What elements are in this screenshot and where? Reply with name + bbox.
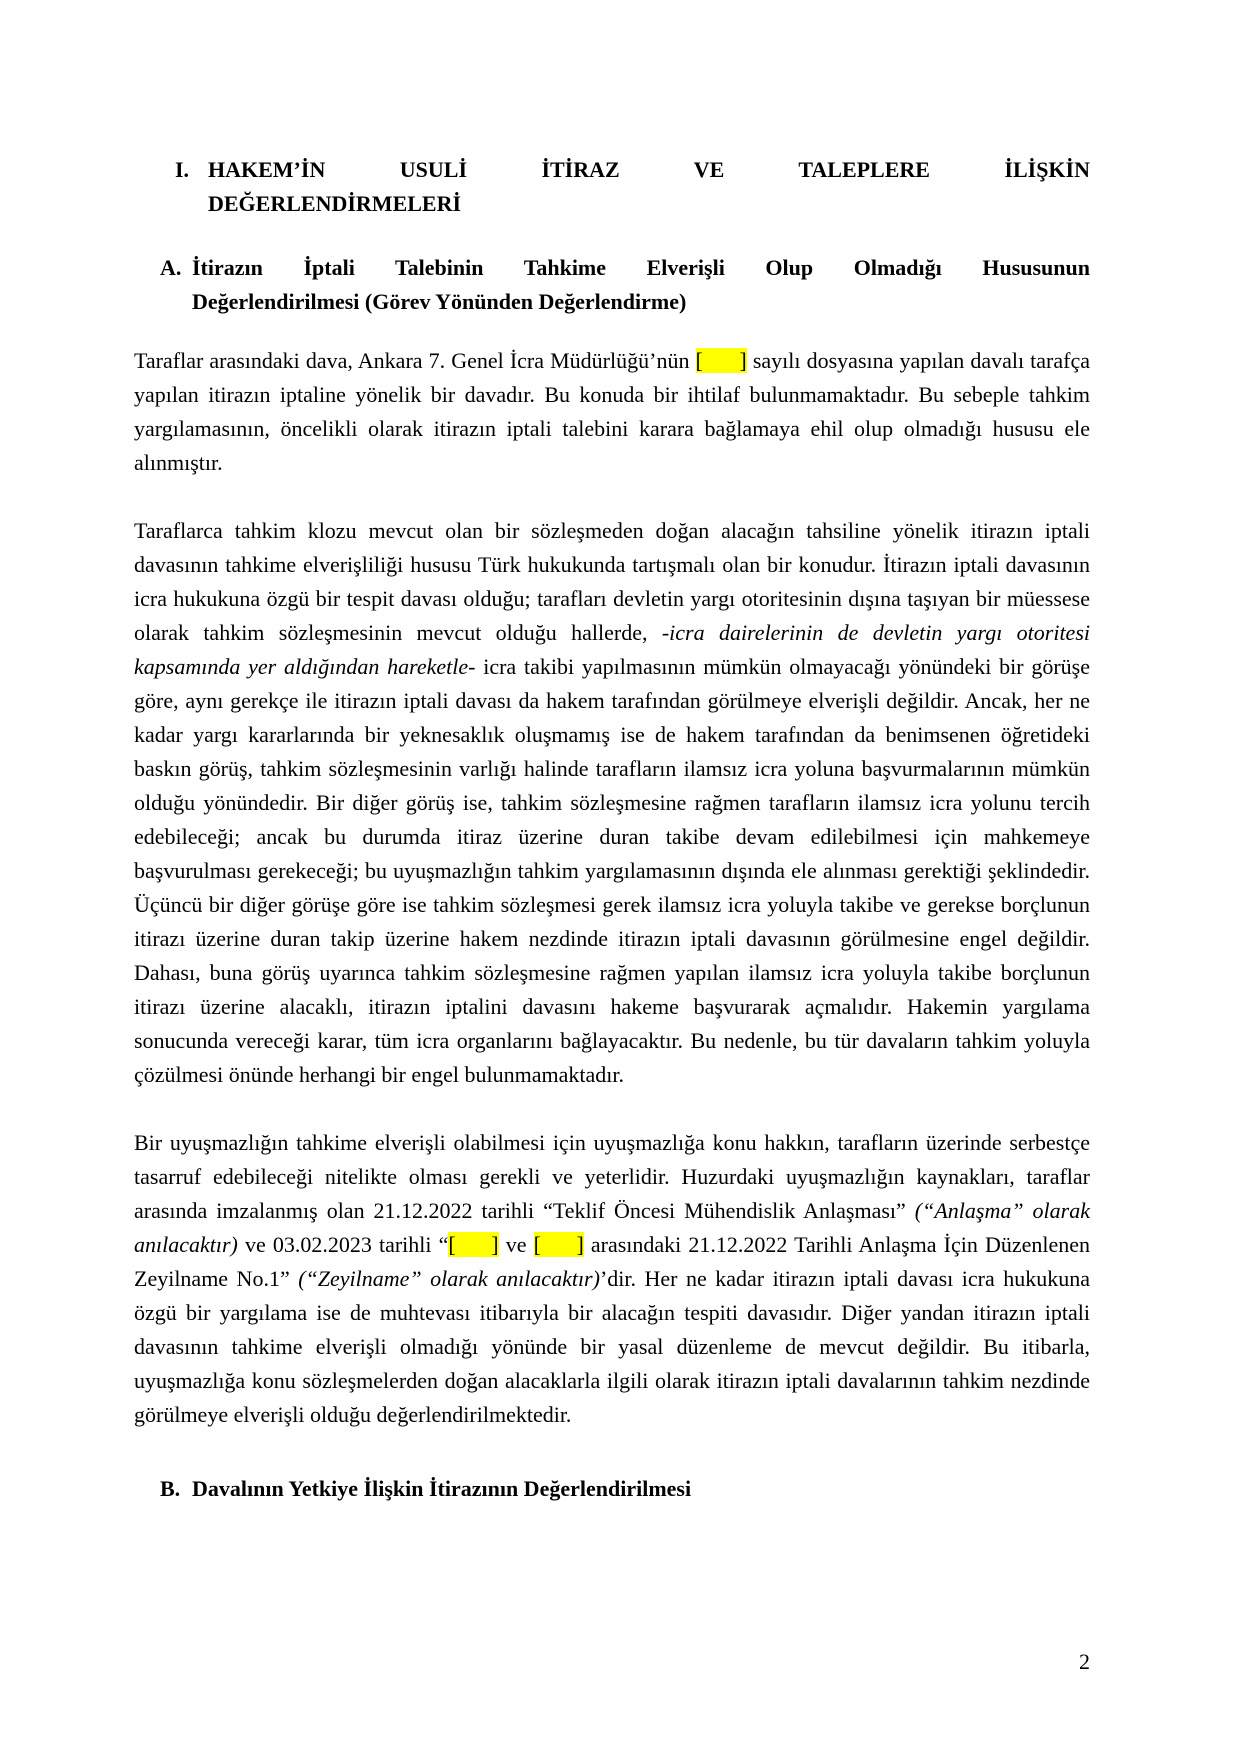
text-run: -icra dairelerinin de devletin yargı otoritesi kapsamında yer aldığından hareketle- bbox=[134, 620, 1090, 679]
text-run: ve 03.02.2023 tarihli “ bbox=[237, 1232, 449, 1257]
heading-section-a bbox=[134, 251, 1090, 319]
heading-main-line2: DEĞERLENDİRMELERİ bbox=[208, 191, 462, 216]
heading-a-letter: A. bbox=[160, 255, 182, 280]
heading-b-letter: B. bbox=[160, 1476, 181, 1501]
heading-a-line2: Değerlendirilmesi (Görev Yönünden Değerlendirme) bbox=[192, 289, 687, 314]
redaction-highlight: [ ] bbox=[695, 348, 747, 373]
heading-section-b bbox=[134, 1472, 1090, 1506]
heading-main-line1: HAKEM’İN USULİ İTİRAZ VE TALEPLERE İLİŞKİN bbox=[208, 157, 1090, 182]
page-number: 2 bbox=[1079, 1649, 1090, 1674]
heading-b-text: Davalının Yetkiye İlişkin İtirazının Değerlendirilmesi bbox=[192, 1476, 692, 1501]
text-run: Bir uyuşmazlığın tahkime elverişli olabilmesi için uyuşmazlığa konu hakkın, tarafların üzerinde serbestçe tasarruf edebileceği nitelikte olması gerekli ve yeterlidir. Huzurdaki uyuşmazlığın kaynakları, taraflar arasında imzalanmış olan 21.12.2022 tarihli “Teklif Öncesi Mühendislik Anlaşması” bbox=[134, 1130, 1090, 1223]
heading-main bbox=[134, 153, 1090, 221]
paragraph-3 bbox=[134, 1126, 1090, 1432]
heading-main-text bbox=[208, 153, 1090, 221]
text-run: Taraflar arasındaki dava, Ankara 7. Genel İcra Müdürlüğü’nün bbox=[134, 348, 696, 373]
text-run: ’dir. Her ne kadar itirazın iptali davası icra hukukuna özgü bir yargılama ise de muhtevası itibarıyla bir alacağın tespiti davasıdır. Diğer yandan itirazın iptali davasının tahkime elverişli olmadığı yönünde bir yasal düzenleme de mevcut değildir. Bu itibarla, uyuşmazlığa konu sözleşmelerden doğan alacaklarla ilgili olarak itirazın iptali davalarının tahkim nezdinde görülmeye elverişli olduğu değerlendirilmektedir. bbox=[134, 1266, 1090, 1427]
heading-main-number: I. bbox=[175, 157, 190, 182]
text-run: icra takibi yapılmasının mümkün olmayacağı yönündeki bir görüşe göre, aynı gerekçe ile itirazın iptali davası da hakem tarafından görülmeye elverişli değildir. Ancak, her ne kadar yargı kararlarında bir yeknesaklık oluşmamış ise de hakem tarafından da benimsenen öğretideki baskın görüş, tahkim sözleşmesinin varlığı halinde tarafların ilamsız icra yoluna başvurmalarının mümkün olduğu yönündedir. Bir diğer görüş ise, tahkim sözleşmesine rağmen tarafların ilamsız icra yolunu tercih edebileceği; ancak bu durumda itiraz üzerine duran takibe devam edilebilmesi için mahkemeye başvurulması gerekeceği; bu uyuşmazlığın tahkim yargılamasının dışında ele alınması gerektiği şeklindedir. Üçüncü bir diğer görüşe göre ise tahkim sözleşmesi gerek ilamsız icra yoluyla takibe ve gerekse borçlunun itirazı üzerine duran takip üzerine hakem nezdinde itirazın iptali davasının görülmesine engel değildir. Dahası, buna görüş uyarınca tahkim sözleşmesine rağmen yapılan ilamsız icra yoluyla takibe borçlunun itirazı üzerine alacaklı, itirazın iptalini davasını hakeme başvurarak açmalıdır. Hakemin yargılama sonucunda vereceği karar, tüm icra organlarını bağlayacaktır. Bu nedenle, bu tür davaların tahkim yoluyla çözülmesi önünde herhangi bir engel bulunmamaktadır. bbox=[134, 654, 1091, 1087]
redaction-highlight: [ ] bbox=[533, 1232, 584, 1257]
text-run: arasındaki 21.12.2022 Tarihli Anlaşma İçin Düzenlenen Zeyilname No.1” bbox=[134, 1232, 1091, 1291]
text-run: Taraflarca tahkim klozu mevcut olan bir sözleşmeden doğan alacağın tahsiline yönelik itirazın iptali davasının tahkime elverişliliği hususu Türk hukukunda tartışmalı olan bir konudur. İtirazın iptali davasının icra hukukuna özgü bir tespit davası olduğu; tarafları devletin yargı otoritesinin dışına taşıyan bir müessese olarak tahkim sözleşmesinin mevcut olduğu hallerde, bbox=[134, 518, 1090, 645]
text-run: (“Anlaşma” olarak anılacaktır) bbox=[134, 1198, 1090, 1257]
heading-a-text bbox=[192, 251, 1090, 319]
redaction-highlight: [ ] bbox=[448, 1232, 499, 1257]
text-run: sayılı dosyasına yapılan davalı tarafça yapılan itirazın iptaline yönelik bir davadır. Bu konuda bir ihtilaf bulunmamaktadır. Bu sebeple tahkim yargılamasının, öncelikli olarak itirazın iptali talebini karara bağlamaya ehil olup olmadığı hususu ele alınmıştır. bbox=[134, 348, 1090, 475]
paragraph-2 bbox=[134, 514, 1090, 1092]
heading-a-line1: İtirazın İptali Talebinin Tahkime Elverişli Olup Olmadığı Hususunun bbox=[192, 255, 1090, 280]
text-run: (“Zeyilname” olarak anılacaktır) bbox=[298, 1266, 600, 1291]
paragraph-1 bbox=[134, 344, 1090, 480]
text-run: ve bbox=[498, 1232, 534, 1257]
